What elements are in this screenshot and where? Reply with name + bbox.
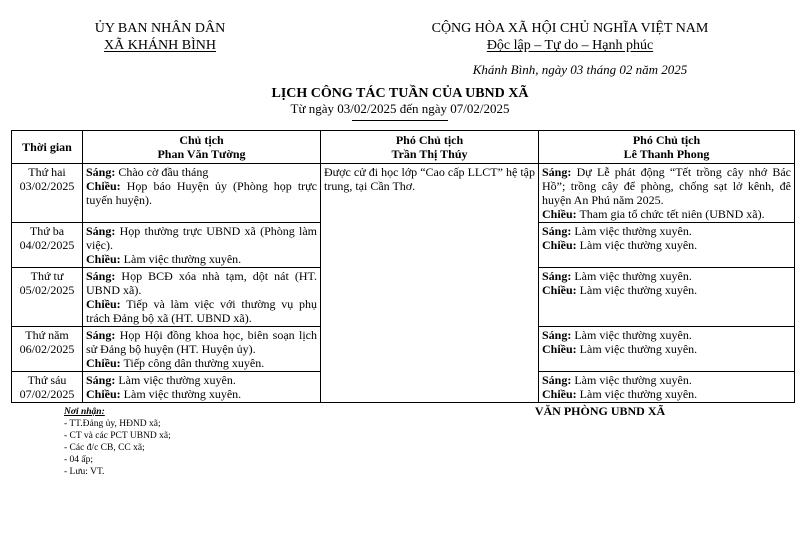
- recipient-item: - CT và các PCT UBND xã;: [64, 431, 171, 441]
- vice2-afternoon-text: Làm việc thường xuyên.: [579, 387, 698, 401]
- day-date: 07/02/2025: [19, 387, 75, 401]
- recipient-item: - TT.Đảng ủy, HĐND xã;: [64, 419, 161, 429]
- afternoon-label: Chiều:: [542, 342, 577, 356]
- header-time: Thời gian: [12, 131, 83, 164]
- header-vice2-role: Phó Chủ tịch: [632, 133, 701, 147]
- header-vice2-name: Lê Thanh Phong: [623, 147, 710, 161]
- authority-line-1: ỦY BAN NHÂN DÂN: [94, 21, 226, 36]
- header-chair-role: Chủ tịch: [179, 133, 224, 147]
- chair-afternoon-text: Họp báo Huyện ủy (Phòng họp trực tuyến huyện).: [86, 179, 317, 207]
- header-chair-name: Phan Văn Tường: [157, 147, 246, 161]
- national-motto: [360, 20, 780, 54]
- chair-morning-text: Chào cờ đầu tháng: [118, 165, 209, 179]
- document-title: LỊCH CÔNG TÁC TUẦN CỦA UBND XÃ: [271, 86, 529, 101]
- day-name: Thứ tư: [30, 269, 64, 283]
- day-name: Thứ năm: [25, 328, 69, 342]
- vice2-schedule-cell: [539, 223, 795, 268]
- day-cell: [12, 327, 83, 372]
- chair-morning-text: Họp BCĐ xóa nhà tạm, dột nát (HT. UBND xã).: [86, 269, 317, 297]
- vice2-morning-text: Dự Lễ phát động “Tết trồng cây nhớ Bác Hồ”; trồng cây để phòng, chống sạt lở kênh, đê huyện An Phú năm 2025.: [542, 165, 792, 207]
- vice2-afternoon-text: Tham gia tổ chức tết niên (UBND xã).: [579, 207, 765, 221]
- motto-line: Độc lập – Tự do – Hạnh phúc: [486, 38, 654, 53]
- day-name: Thứ ba: [29, 224, 65, 238]
- issuing-office: VĂN PHÒNG UBND XÃ: [534, 404, 666, 418]
- header-vice2: [539, 131, 795, 164]
- chair-morning-text: Làm việc thường xuyên.: [118, 373, 236, 387]
- day-date: 04/02/2025: [19, 238, 75, 252]
- recipients-block: [64, 406, 324, 478]
- afternoon-label: Chiều:: [86, 356, 121, 370]
- day-cell: [12, 223, 83, 268]
- header-vice1-role: Phó Chủ tịch: [395, 133, 464, 147]
- morning-label: Sáng:: [542, 269, 572, 283]
- vice2-afternoon-text: Làm việc thường xuyên.: [579, 238, 698, 252]
- day-cell: [12, 164, 83, 223]
- chair-afternoon-text: Làm việc thường xuyên.: [123, 387, 242, 401]
- title-divider: [352, 120, 448, 121]
- header-chair: [83, 131, 321, 164]
- vice2-morning-text: Làm việc thường xuyên.: [574, 224, 692, 238]
- recipient-item: - Các đ/c CB, CC xã;: [64, 443, 145, 453]
- table-header-row: [12, 131, 795, 164]
- vice2-morning-text: Làm việc thường xuyên.: [574, 373, 692, 387]
- vice2-schedule-cell: [539, 164, 795, 223]
- vice2-afternoon-text: Làm việc thường xuyên.: [579, 342, 698, 356]
- morning-label: Sáng:: [86, 269, 116, 283]
- morning-label: Sáng:: [542, 224, 572, 238]
- morning-label: Sáng:: [86, 328, 116, 342]
- afternoon-label: Chiều:: [542, 387, 577, 401]
- table-row: [12, 164, 795, 223]
- place-date-line: Khánh Bình, ngày 03 tháng 02 năm 2025: [472, 62, 688, 77]
- recipient-item: - Lưu: VT.: [64, 467, 105, 477]
- morning-label: Sáng:: [86, 165, 116, 179]
- morning-label: Sáng:: [542, 373, 572, 387]
- recipients-heading: Nơi nhận:: [64, 407, 105, 417]
- vice2-afternoon-text: Làm việc thường xuyên.: [579, 283, 698, 297]
- day-date: 06/02/2025: [19, 342, 75, 356]
- issuing-authority: [60, 20, 260, 54]
- day-date: 03/02/2025: [19, 179, 75, 193]
- afternoon-label: Chiều:: [542, 283, 577, 297]
- chair-schedule-cell: [83, 268, 321, 327]
- chair-afternoon-text: Tiếp và làm việc với thường vụ phụ trách Đảng bộ xã (HT. UBND xã).: [86, 297, 317, 325]
- republic-name: CỘNG HÒA XÃ HỘI CHỦ NGHĨA VIỆT NAM: [431, 21, 709, 36]
- morning-label: Sáng:: [86, 373, 116, 387]
- header-vice1: [321, 131, 539, 164]
- chair-morning-text: Họp thường trực UBND xã (Phòng làm việc).: [86, 224, 317, 252]
- afternoon-label: Chiều:: [86, 252, 121, 266]
- vice2-schedule-cell: [539, 268, 795, 327]
- afternoon-label: Chiều:: [542, 238, 577, 252]
- vice2-schedule-cell: [539, 327, 795, 372]
- afternoon-label: Chiều:: [86, 297, 121, 311]
- day-name: Thứ hai: [28, 165, 66, 179]
- chair-schedule-cell: [83, 327, 321, 372]
- afternoon-label: Chiều:: [86, 179, 121, 193]
- document-subtitle: Từ ngày 03/02/2025 đến ngày 07/02/2025: [290, 101, 510, 116]
- chair-schedule-cell: [83, 164, 321, 223]
- morning-label: Sáng:: [542, 165, 572, 179]
- day-cell: [12, 372, 83, 403]
- afternoon-label: Chiều:: [542, 207, 577, 221]
- vice2-morning-text: Làm việc thường xuyên.: [574, 328, 692, 342]
- vice2-schedule-cell: [539, 372, 795, 403]
- authority-line-2: XÃ KHÁNH BÌNH: [104, 38, 216, 53]
- chair-afternoon-text: Làm việc thường xuyên.: [123, 252, 242, 266]
- vice2-morning-text: Làm việc thường xuyên.: [574, 269, 692, 283]
- day-cell: [12, 268, 83, 327]
- chair-schedule-cell: [83, 223, 321, 268]
- header-vice1-name: Trần Thị Thúy: [391, 147, 468, 161]
- recipient-item: - 04 ấp;: [64, 455, 94, 465]
- vice1-schedule-cell: Được cử đi học lớp “Cao cấp LLCT” hệ tập trung, tại Cần Thơ.: [321, 164, 539, 403]
- morning-label: Sáng:: [542, 328, 572, 342]
- weekly-schedule-table: [11, 130, 795, 403]
- chair-afternoon-text: Tiếp công dân thường xuyên.: [123, 356, 265, 370]
- day-date: 05/02/2025: [19, 283, 75, 297]
- day-name: Thứ sáu: [27, 373, 67, 387]
- morning-label: Sáng:: [86, 224, 116, 238]
- afternoon-label: Chiều:: [86, 387, 121, 401]
- chair-schedule-cell: [83, 372, 321, 403]
- chair-morning-text: Họp Hội đồng khoa học, biên soạn lịch sử Đảng bộ huyện (HT. Huyện ủy).: [86, 328, 318, 356]
